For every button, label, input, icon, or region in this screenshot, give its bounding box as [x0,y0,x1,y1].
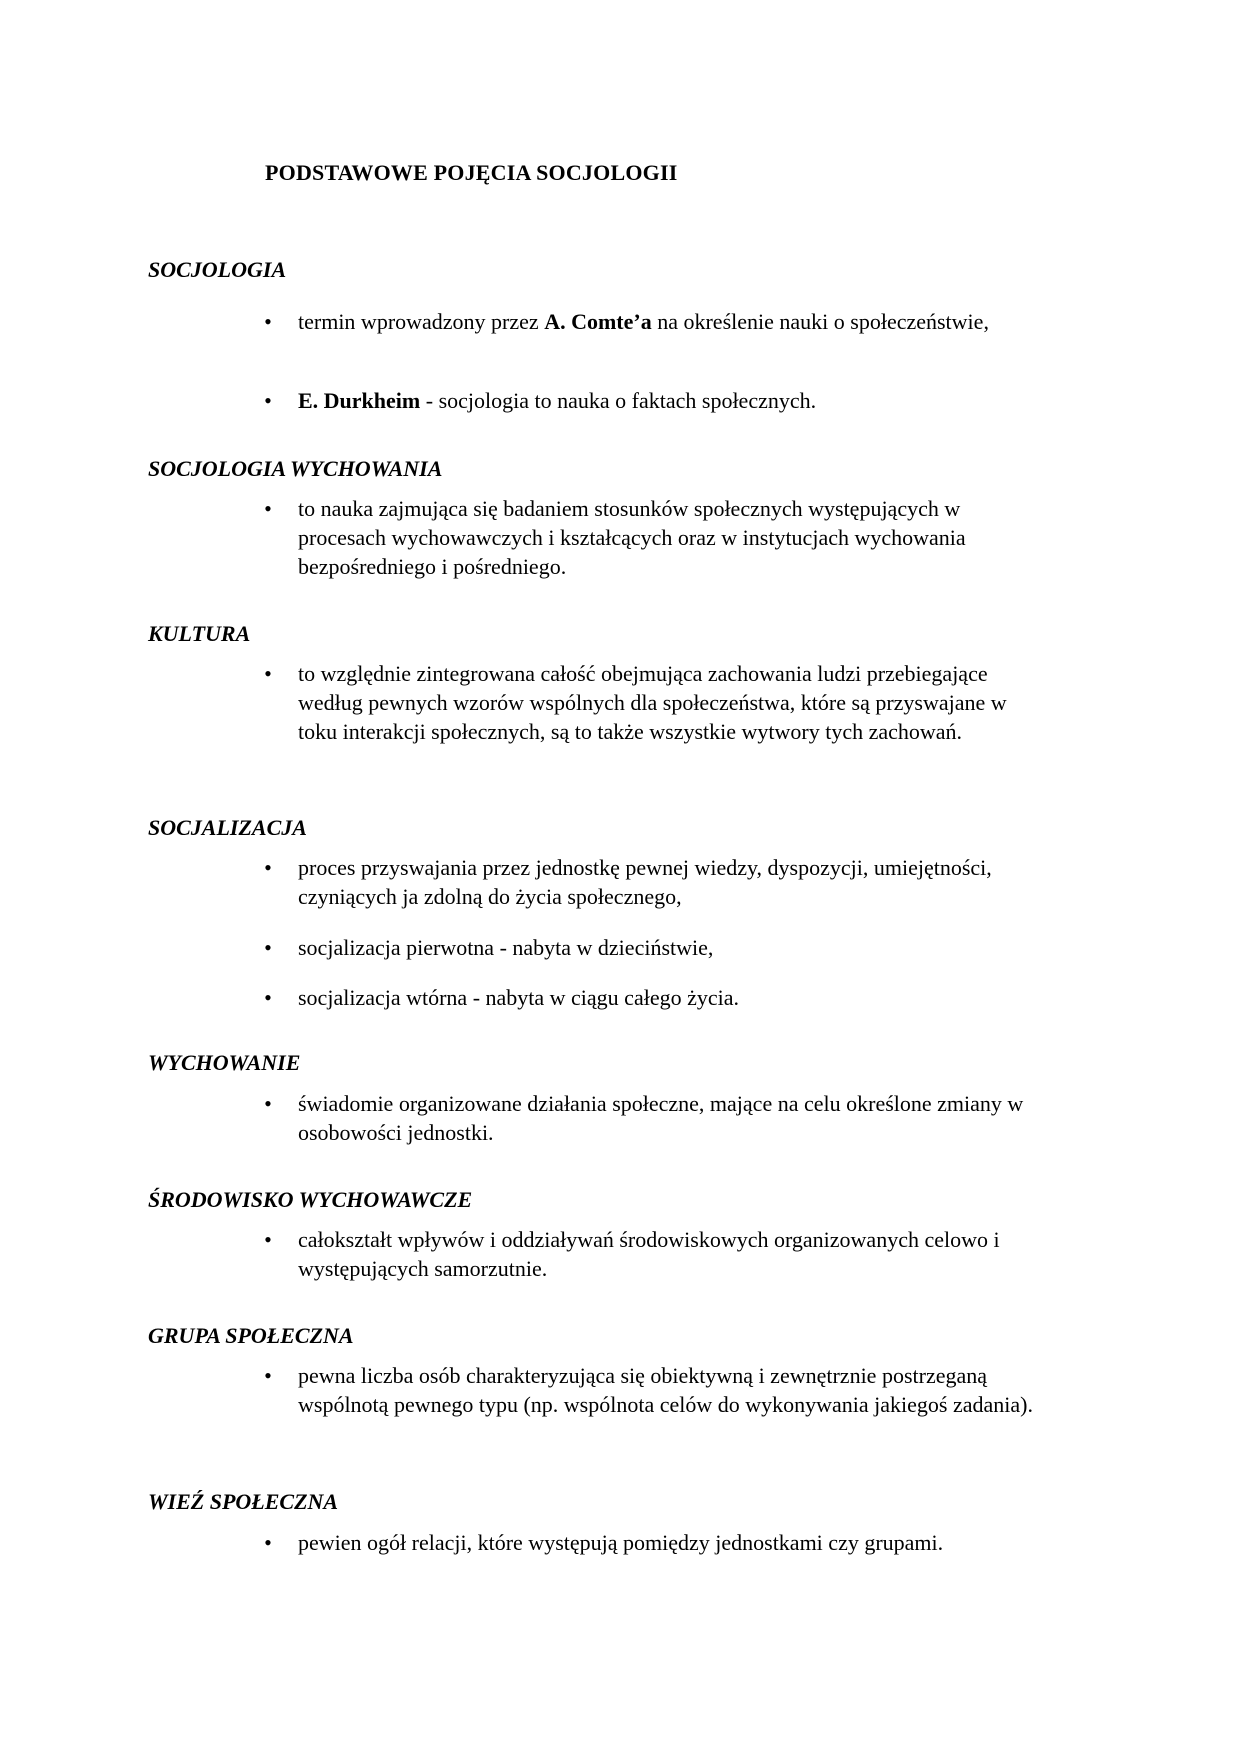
bullet-text: pewna liczba osób charakteryzująca się obiektywną i zewnętrznie postrzeganą wspólnotą pewnego typu (np. wspólnota celów do wykonywania jakiegoś zadania). [298,1363,1033,1417]
term-heading-kultura: KULTURA [148,621,251,646]
bullet-text: E. Durkheim - socjologia to nauka o faktach społecznych. [298,388,817,413]
bullet-text: to względnie zintegrowana całość obejmująca zachowania ludzi przebiegające według pewnych wzorów wspólnych dla społeczeństwa, które są przyswajane w toku interakcji społecznych, są to także wszystkie wytwory tych zachowań. [298,661,1007,744]
bullet-item [264,1225,1038,1283]
bullet-icon: • [264,661,272,686]
term-heading-socjologia-wychowania: SOCJOLOGIA WYCHOWANIA [148,456,443,481]
bullet-text: socjalizacja pierwotna - nabyta w dzieciństwie, [298,935,714,960]
bullet-item [264,494,1038,581]
bullet-item [264,1089,1038,1147]
bullet-text: termin wprowadzony przez A. Comte’a na określenie nauki o społeczeństwie, [298,309,989,334]
bullet-icon: • [264,1227,272,1252]
bullet-text: pewien ogół relacji, które występują pomiędzy jednostkami czy grupami. [298,1530,944,1555]
bullet-item [264,386,1038,415]
bullet-icon: • [264,1530,272,1555]
bullet-text: to nauka zajmująca się badaniem stosunków społecznych występujących w procesach wychowawczych i kształcących oraz w instytucjach wychowania bezpośredniego i pośredniego. [298,496,966,579]
bullet-item [264,1361,1038,1419]
bullet-text: socjalizacja wtórna - nabyta w ciągu całego życia. [298,985,739,1010]
bullet-text: świadomie organizowane działania społeczne, mające na celu określone zmiany w osobowości jednostki. [298,1091,1024,1145]
bullet-icon: • [264,388,272,413]
term-heading-grupa-spoleczna: GRUPA SPOŁECZNA [148,1323,354,1348]
term-heading-wychowanie: WYCHOWANIE [148,1050,301,1075]
document-title: PODSTAWOWE POJĘCIA SOCJOLOGII [265,160,678,185]
term-heading-srodowisko-wychowawcze: ŚRODOWISKO WYCHOWAWCZE [148,1187,473,1212]
term-heading-wiez-spoleczna: WIEŹ SPOŁECZNA [148,1489,339,1514]
bullet-item [264,1528,1038,1557]
bullet-item [264,983,1038,1012]
term-heading-socjalizacja: SOCJALIZACJA [148,815,307,840]
bullet-icon: • [264,309,272,334]
bullet-item [264,853,1038,911]
bullet-icon: • [264,985,272,1010]
bullet-icon: • [264,935,272,960]
bullet-item [264,659,1038,746]
bullet-text: całokształt wpływów i oddziaływań środowiskowych organizowanych celowo i występujących samorzutnie. [298,1227,1000,1281]
bullet-item [264,933,1038,962]
bullet-icon: • [264,496,272,521]
bullet-item [264,307,1038,336]
term-heading-socjologia: SOCJOLOGIA [148,257,287,282]
bullet-text: proces przyswajania przez jednostkę pewnej wiedzy, dyspozycji, umiejętności, czyniących ja zdolną do życia społecznego, [298,855,992,909]
bullet-icon: • [264,1363,272,1388]
bullet-icon: • [264,1091,272,1116]
bullet-icon: • [264,855,272,880]
